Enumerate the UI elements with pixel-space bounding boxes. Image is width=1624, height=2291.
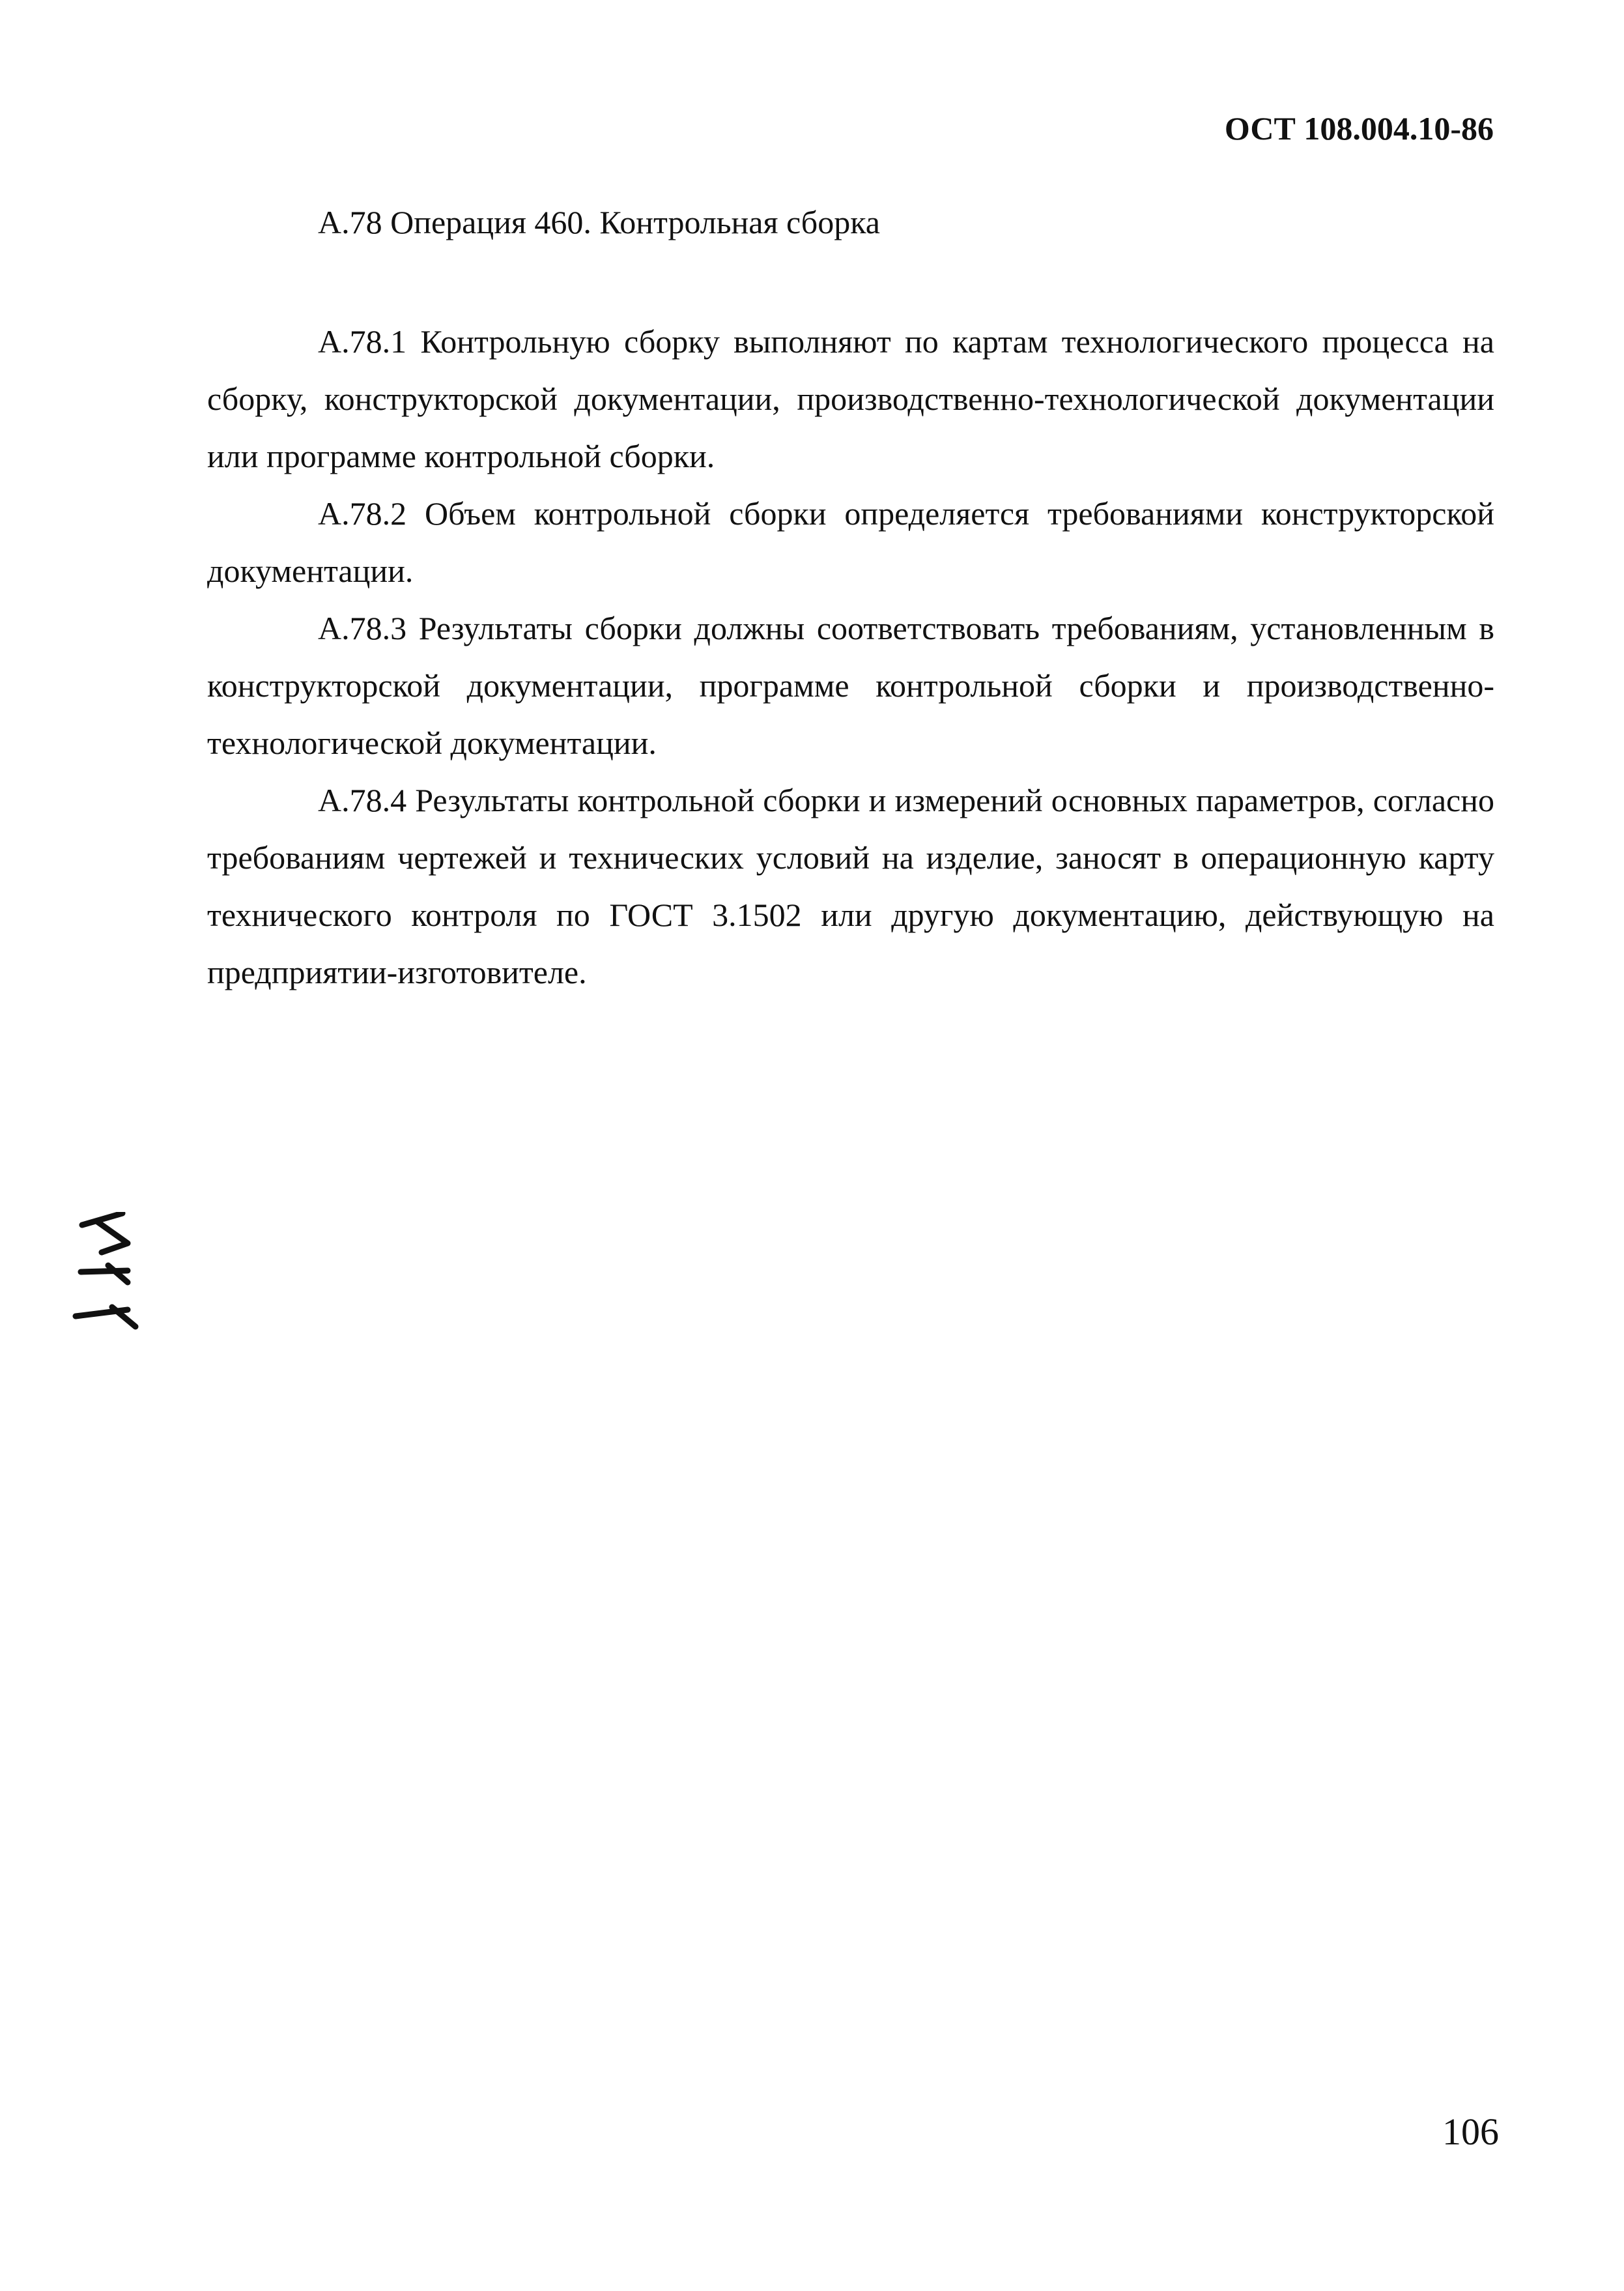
paragraph-a78-1: А.78.1 Контрольную сборку выполняют по картам технологического процесса на сборку, конструкторской документации, производственно-технологической документации или программе контрольной сборки. — [207, 323, 1494, 474]
section-title: А.78 Операция 460. Контрольная сборка — [318, 204, 880, 240]
page-number: 106 — [1442, 2111, 1499, 2153]
body-text — [207, 313, 1494, 1001]
paragraph-a78-3: А.78.3 Результаты сборки должны соответствовать требованиям, установленным в конструкторской документации, программе контрольной сборки и производственно-технологической документации. — [207, 610, 1494, 761]
handwritten-number-icon — [63, 1212, 141, 1349]
paragraph-a78-2: А.78.2 Объем контрольной сборки определяется требованиями конструкторской документации. — [207, 495, 1494, 589]
document-code: ОСТ 108.004.10-86 — [1224, 110, 1494, 147]
paragraph-a78-4: А.78.4 Результаты контрольной сборки и измерений основных параметров, согласно требованиям чертежей и технических условий на изделие, заносят в операционную карту технического контроля по ГОСТ 3.1502 или другую документацию, действующую на предприятии-изготовителе. — [207, 782, 1494, 990]
